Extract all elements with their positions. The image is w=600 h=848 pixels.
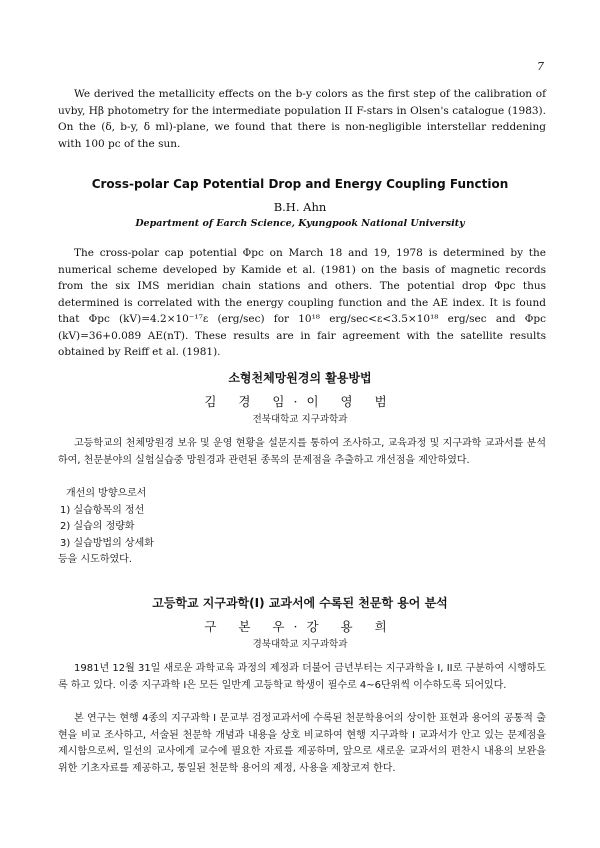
article2-title: 소형천체망원경의 활용방법 <box>228 371 372 385</box>
article2-author: 김 경 임·이 영 범 <box>204 394 396 409</box>
page-number: 7 <box>537 60 544 73</box>
article3-author: 구 본 우·강 용 희 <box>204 619 396 634</box>
article2-list <box>58 486 546 569</box>
list-outro: 등을 시도하였다. <box>58 554 132 565</box>
article1-title: Cross-polar Cap Potential Drop and Energy Coupling Function <box>91 177 509 191</box>
article1-body: The cross-polar cap potential Φpc on March 18 and 19, 1978 is determined by the numerical scheme developed by Kamide et al. (1981) on the basis of magnetic records from the six IMS meridian chain stations and others. The potential drop Φpc thus determined is correlated with the energy coupling function and the AE index. It is found that Φpc (kV)=4.2×10⁻¹⁷ε (erg/sec) for 10¹⁸ erg/sec<ε<3.5×10¹⁸ erg/sec and Φpc (kV)=36+0.089 AE(nT). These results are in fair agreement with the satellite results obtained by Reiff et al. (1981). <box>58 247 546 358</box>
article1-affiliation: Department of Earch Science, Kyungpook National University <box>135 218 465 229</box>
article2-affiliation: 전북대학교 지구과학과 <box>252 414 348 425</box>
list-intro: 개선의 방향으로서 <box>66 488 147 499</box>
article2-body: 고등학교의 천체망원경 보유 및 운영 현황을 설문지를 통하여 조사하고, 교육과정 및 지구과학 교과서를 분석하여, 천문분야의 실험실습중 망원경과 관련된 종목의 문제점을 추출하고 개선점을 제안하였다. <box>58 438 546 466</box>
list-item: 3) 실습방법의 상세화 <box>60 537 154 549</box>
list-item: 2) 실습의 정량화 <box>60 521 135 532</box>
article3-affiliation: 경북대학교 지구과학과 <box>252 639 348 650</box>
top-paragraph: We derived the metallicity effects on the b-y colors as the first step of the calibration of uvby, Hβ photometry for the intermediate population II F-stars in Olsen's catalogue (1983). On the (δ, b-y, δ ml)-plane, we found that there is non-negligible interstellar reddening with 100 pc of the sun. <box>58 88 546 150</box>
article3-title: 고등학교 지구과학(I) 교과서에 수록된 천문학 용어 분석 <box>152 596 448 610</box>
list-item: 1) 실습항목의 정선 <box>60 504 145 516</box>
article1-author: B.H. Ahn <box>273 200 327 214</box>
article3-paragraph-1: 1981년 12월 31일 새로운 과학교육 과정의 제정과 더불어 금년부터는 지구과학을 I, II로 구분하여 시행하도록 하고 있다. 이중 지구과학 I은 모든 일반계 고등학교 학생이 필수로 4~6단위씩 이수하도록 되어있다. <box>58 663 546 691</box>
article3-paragraph-2: 본 연구는 현행 4종의 지구과학 I 문교부 검정교과서에 수록된 천문학용어의 상이한 표현과 용어의 공통적 출현을 비교 조사하고, 서술된 천문학 개념과 내용을 상호 비교하여 현행 지구과학 I 교과서가 안고 있는 문제점을 제시함으로써, 일선의 교사에게 교수에 필요한 자료를 제공하며, 앞으로 새로운 교과서의 편찬시 내용의 보완을 위한 기초자료를 제공하고, 통일된 천문학 용어의 제정, 사용을 제창코져 한다. <box>58 713 546 774</box>
